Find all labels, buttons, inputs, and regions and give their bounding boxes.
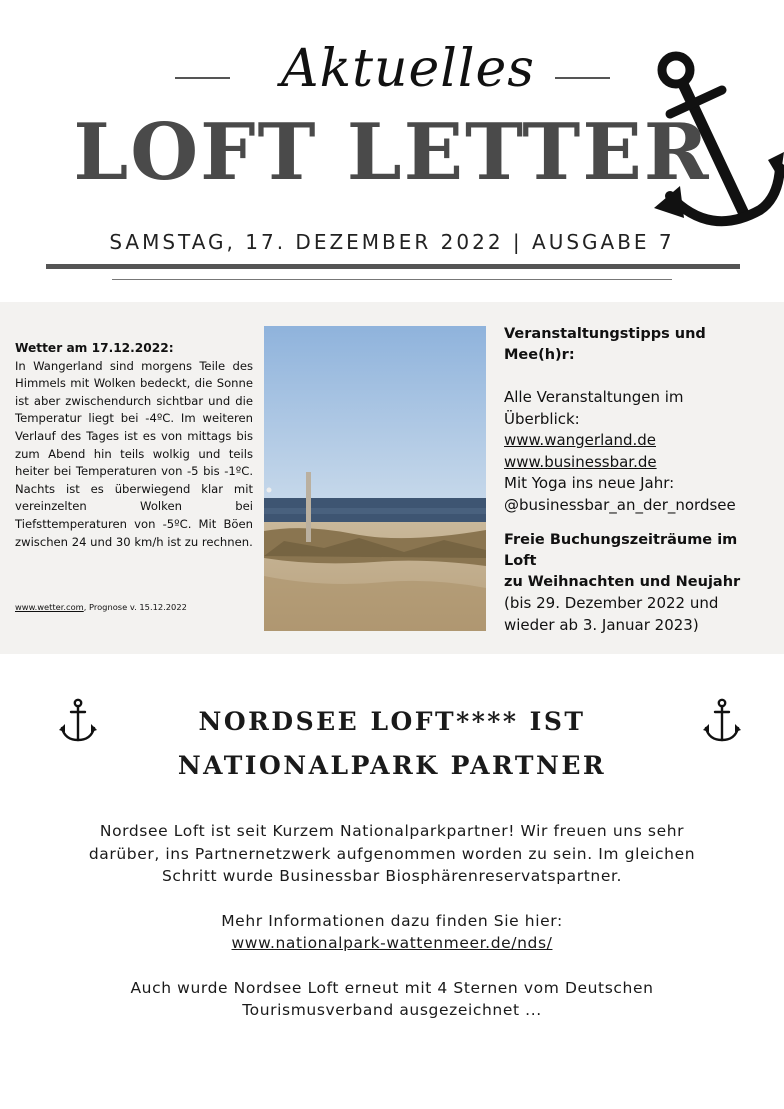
anchor-icon (650, 48, 784, 238)
header-rule-left (175, 77, 230, 79)
body-p3-line2: Tourismusverband ausgezeichnet ... (242, 1001, 542, 1019)
body-p1-line3: Schritt wurde Businessbar Biosphärenreservatspartner. (161, 867, 623, 885)
header-rule-thin (112, 279, 672, 280)
newsletter-header (0, 0, 784, 300)
article-body (60, 820, 724, 1022)
body-p1-line2: darüber, ins Partnernetzwerk aufgenommen worden zu sein. Im gleichen (88, 844, 696, 863)
body-p3-line1: Auch wurde Nordsee Loft erneut mit 4 Sternen vom Deutschen (130, 978, 654, 997)
body-p2-line1: Mehr Informationen dazu finden Sie hier: (221, 911, 563, 930)
weather-source (15, 602, 255, 612)
yoga-text: Mit Yoga ins neue Jahr: (504, 474, 675, 492)
booking-title-line2: zu Weihnachten und Neujahr (504, 574, 741, 590)
masthead-title: LOFT LETTER (73, 107, 711, 198)
dateline: SAMSTAG, 17. DEZEMBER 2022 | AUSGABE 7 (109, 230, 675, 254)
header-rule-right (555, 77, 610, 79)
events-section (504, 324, 774, 636)
body-p1-line1: Nordsee Loft ist seit Kurzem Nationalparkpartner! Wir freuen uns sehr (99, 822, 685, 840)
anchor-icon (703, 698, 741, 744)
booking-title-line1: Freie Buchungszeiträume im Loft (504, 532, 738, 569)
events-title-line1: Veranstaltungstipps und (504, 326, 706, 342)
headline-line1: NORDSEE LOFT**** IST (198, 707, 586, 736)
events-title-line2: Mee(h)r: (504, 347, 575, 363)
info-band (0, 302, 784, 654)
weather-text: In Wangerland sind morgens Teile des Himmels mit Wolken bedeckt, die Sonne ist aber zwischendurch sichtbar und die Temperatur liegt bei -4ºC. Im weiteren Verlauf des Tages ist es von mittags bis zum Abend hin teils wolkig und teils heiter bei Temperaturen von -5 bis -1ºC. Nachts ist es überwiegend klar mit vereinzelten Wolken bei Tiefsttemperaturen von -5ºC. Mit Böen zwischen 24 und 30 km/h ist zu rechnen. (15, 358, 253, 549)
link-businessbar[interactable]: www.businessbar.de (504, 452, 657, 471)
anchor-icon (59, 698, 97, 744)
header-rule-thick (46, 264, 740, 269)
headline-line2: NATIONALPARK PARTNER (177, 751, 607, 780)
booking-line1: (bis 29. Dezember 2022 und (504, 594, 719, 612)
script-title: Aktuelles (281, 39, 535, 99)
weather-source-suffix: , Prognose v. 15.12.2022 (83, 602, 187, 612)
weather-source-link[interactable]: www.wetter.com (15, 602, 84, 612)
events-overview-line1: Alle Veranstaltungen im (504, 388, 684, 406)
beach-photo (264, 326, 486, 631)
instagram-handle: @businessbar_an_der_nordsee (504, 495, 736, 514)
booking-line2: wieder ab 3. Januar 2023) (504, 615, 699, 634)
article-headline (120, 700, 664, 788)
weather-title: Wetter am 17.12.2022: (15, 341, 174, 355)
nationalpark-link[interactable]: www.nationalpark-wattenmeer.de/nds/ (231, 934, 553, 952)
weather-section (15, 340, 253, 551)
link-wangerland[interactable]: www.wangerland.de (504, 431, 656, 449)
events-overview-line2: Überblick: (504, 409, 580, 428)
